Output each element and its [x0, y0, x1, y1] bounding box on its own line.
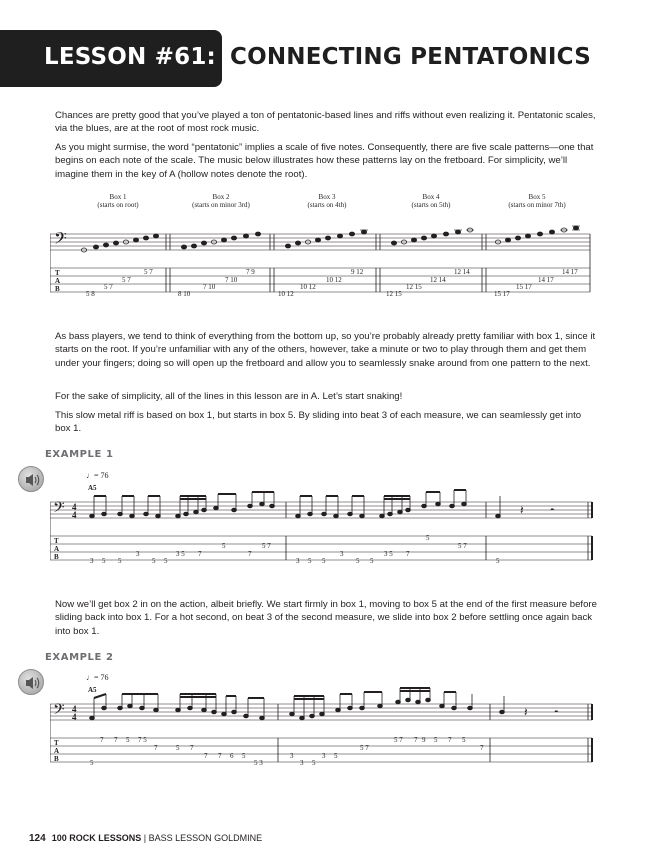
- box-1-d-frets: 5 7: [122, 276, 131, 284]
- page-footer: 124 100 ROCK LESSONS | BASS LESSON GOLDMINE: [29, 833, 263, 844]
- svg-text:5 7: 5 7: [262, 542, 271, 550]
- svg-text:3: 3: [296, 557, 300, 565]
- svg-text:7: 7: [218, 752, 222, 760]
- svg-text:5: 5: [308, 557, 312, 565]
- svg-text:5: 5: [222, 542, 226, 550]
- quarter-rest-icon: 𝄽: [520, 503, 524, 517]
- svg-text:7: 7: [414, 736, 418, 744]
- svg-text:7: 7: [100, 736, 104, 744]
- svg-text:5: 5: [370, 557, 374, 565]
- svg-text:3: 3: [136, 550, 140, 558]
- svg-text:7: 7: [114, 736, 118, 744]
- box-3-d-frets: 10 12: [326, 276, 342, 284]
- svg-text:5 7: 5 7: [360, 744, 369, 752]
- svg-text:3 5: 3 5: [384, 550, 393, 558]
- box-5-a-frets: 15 17: [516, 283, 532, 291]
- example-1-heading: EXAMPLE 1: [45, 449, 114, 460]
- box-4-label: Box 4: [422, 193, 440, 201]
- intro-paragraph-2: As you might surmise, the word “pentatonic” implies a scale of five notes. Consequently, there are five scale patterns—one that begins on each note of the scale. The music below illustrates how these patterns lay on the fretboard. For simplicity, we’ll imagine them in the key of A (hollow notes denote the root).: [55, 142, 594, 180]
- lesson-title: CONNECTING PENTATONICS: [230, 44, 591, 70]
- half-rest-icon: 𝄼: [554, 705, 559, 719]
- half-rest-icon: 𝄼: [550, 503, 555, 517]
- svg-text:5: 5: [496, 557, 500, 565]
- body-paragraph-4: Now we’ll get box 2 in on the action, albeit briefly. We start firmly in box 1, moving to box 5 at the end of the first measure before sliding back into box 1. For a hot second, on beat 3 of the second measure, we slide into box 2 before settling once again back into box 1.: [55, 599, 597, 637]
- box-1-label: Box 1: [109, 193, 127, 201]
- box-3-a-frets: 10 12: [300, 283, 316, 291]
- quarter-rest-icon: 𝄽: [524, 705, 528, 719]
- example-2-chord: A5: [88, 686, 97, 694]
- box-1-e-frets: 5 8: [86, 290, 95, 298]
- svg-text:5: 5: [242, 752, 246, 760]
- svg-text:7: 7: [198, 550, 202, 558]
- bass-clef-icon: 𝄢: [53, 499, 65, 519]
- svg-text:3 5: 3 5: [176, 550, 185, 558]
- svg-text:7: 7: [204, 752, 208, 760]
- bass-clef-icon: 𝄢: [53, 701, 65, 721]
- box-1-sub: (starts on root): [97, 201, 139, 209]
- svg-text:5: 5: [334, 752, 338, 760]
- svg-text:5: 5: [356, 557, 360, 565]
- box-4-sub: (starts on 5th): [411, 201, 451, 209]
- svg-text:7: 7: [448, 736, 452, 744]
- example-2-tempo: ♩= 76: [86, 673, 109, 682]
- example-2-stems: [94, 688, 504, 718]
- svg-text:6: 6: [230, 752, 234, 760]
- svg-text:5 7: 5 7: [458, 542, 467, 550]
- box-3-sub: (starts on 4th): [307, 201, 347, 209]
- svg-text:5: 5: [126, 736, 130, 744]
- svg-text:T: T: [54, 537, 59, 545]
- svg-text:7: 7: [406, 550, 410, 558]
- svg-text:9: 9: [422, 736, 426, 744]
- svg-text:5: 5: [426, 534, 430, 542]
- svg-text:5: 5: [176, 744, 180, 752]
- tab-b: B: [55, 285, 60, 293]
- svg-text:3: 3: [90, 557, 94, 565]
- box-2-label: Box 2: [212, 193, 230, 201]
- svg-text:5: 5: [152, 557, 156, 565]
- box-5-sub: (starts on minor 7th): [508, 201, 566, 209]
- svg-text:5: 5: [164, 557, 168, 565]
- svg-text:5: 5: [462, 736, 466, 744]
- lesson-number: LESSON #61:: [44, 44, 216, 70]
- svg-text:5: 5: [322, 557, 326, 565]
- example-2-audio-icon[interactable]: [18, 669, 44, 695]
- svg-text:B: B: [54, 755, 59, 763]
- svg-text:B: B: [54, 553, 59, 561]
- box-5-label: Box 5: [528, 193, 546, 201]
- tab-t: T: [55, 269, 60, 277]
- box-3-g-frets: 9 12: [351, 268, 364, 276]
- svg-text:3: 3: [290, 752, 294, 760]
- example-1-notation: [50, 470, 596, 570]
- series-title: BASS LESSON GOLDMINE: [148, 833, 263, 843]
- svg-text:A: A: [54, 545, 60, 553]
- svg-text:3: 3: [340, 550, 344, 558]
- svg-text:3: 3: [300, 759, 304, 767]
- box-2-sub: (starts on minor 3rd): [192, 201, 250, 209]
- box-1-g-frets: 5 7: [144, 268, 153, 276]
- intro-paragraph-1: Chances are pretty good that you’ve played a ton of pentatonic-based lines and riffs without even realizing it. Pentatonic scales, via the blues, are at the root of most rock music.: [55, 110, 596, 135]
- time-sig-bottom: 4: [72, 712, 77, 722]
- time-sig-top: 4: [72, 502, 77, 512]
- body-paragraph-3: This slow metal riff is based on box 1, but starts in box 5. By sliding into beat 3 of each measure, we can seamlessly get into box 1.: [55, 410, 582, 435]
- example-2-heading: EXAMPLE 2: [45, 652, 114, 663]
- box-patterns-notation: [50, 190, 596, 302]
- svg-text:5: 5: [434, 736, 438, 744]
- example-1-tempo: ♩= 76: [86, 471, 109, 480]
- box-2-g-frets: 7 9: [246, 268, 255, 276]
- svg-text:3: 3: [322, 752, 326, 760]
- box-5-e-frets: 15 17: [494, 290, 510, 298]
- tab-a: A: [55, 277, 61, 285]
- example-2-tab: [90, 736, 484, 767]
- svg-text:5: 5: [90, 759, 94, 767]
- scale-notes: [81, 226, 578, 252]
- box-4-d-frets: 12 14: [430, 276, 446, 284]
- example-1-chord: A5: [88, 484, 97, 492]
- svg-text:5: 5: [312, 759, 316, 767]
- example-1-tab: [90, 534, 500, 565]
- svg-text:7 5: 7 5: [138, 736, 147, 744]
- box-3-e-frets: 10 12: [278, 290, 294, 298]
- svg-text:7: 7: [248, 550, 252, 558]
- box-4-e-frets: 12 15: [386, 290, 402, 298]
- svg-text:5: 5: [118, 557, 122, 565]
- box-5-d-frets: 14 17: [538, 276, 554, 284]
- svg-text:5 3: 5 3: [254, 759, 263, 767]
- svg-text:7: 7: [480, 744, 484, 752]
- box-2-d-frets: 7 10: [225, 276, 238, 284]
- page-number: 124: [29, 833, 46, 844]
- svg-text:T: T: [54, 739, 59, 747]
- box-5-g-frets: 14 17: [562, 268, 578, 276]
- book-title: 100 ROCK LESSONS: [51, 833, 142, 843]
- svg-text:5: 5: [102, 557, 106, 565]
- example-2-beams: [94, 688, 456, 699]
- box-3-label: Box 3: [318, 193, 336, 201]
- svg-text:7: 7: [190, 744, 194, 752]
- svg-text:A: A: [54, 747, 60, 755]
- box-4-g-frets: 12 14: [454, 268, 470, 276]
- svg-text:5 7: 5 7: [394, 736, 403, 744]
- box-1-a-frets: 5 7: [104, 283, 113, 291]
- example-2-notes: [90, 698, 505, 720]
- example-2-notation: [50, 672, 596, 772]
- time-sig-bottom: 4: [72, 510, 77, 520]
- box-2-e-frets: 8 10: [178, 290, 191, 298]
- svg-text:7: 7: [154, 744, 158, 752]
- example-1-audio-icon[interactable]: [18, 466, 44, 492]
- box-2-a-frets: 7 10: [203, 283, 216, 291]
- box-4-a-frets: 12 15: [406, 283, 422, 291]
- body-paragraph-1: As bass players, we tend to think of everything from the bottom up, so you’re probably already pretty familiar with box 1, since it starts on the root. If you’re unfamiliar with any of the others, however, take a minute or two to play through them and get them under your fingers; doing so will open up the fretboard and allow you to seamlessly snake around from one pattern to the next.: [55, 331, 596, 369]
- body-paragraph-2: For the sake of simplicity, all of the lines in this lesson are in A. Let’s start snaking!: [55, 391, 403, 402]
- time-sig-top: 4: [72, 704, 77, 714]
- bass-clef-icon: 𝄢: [54, 230, 67, 252]
